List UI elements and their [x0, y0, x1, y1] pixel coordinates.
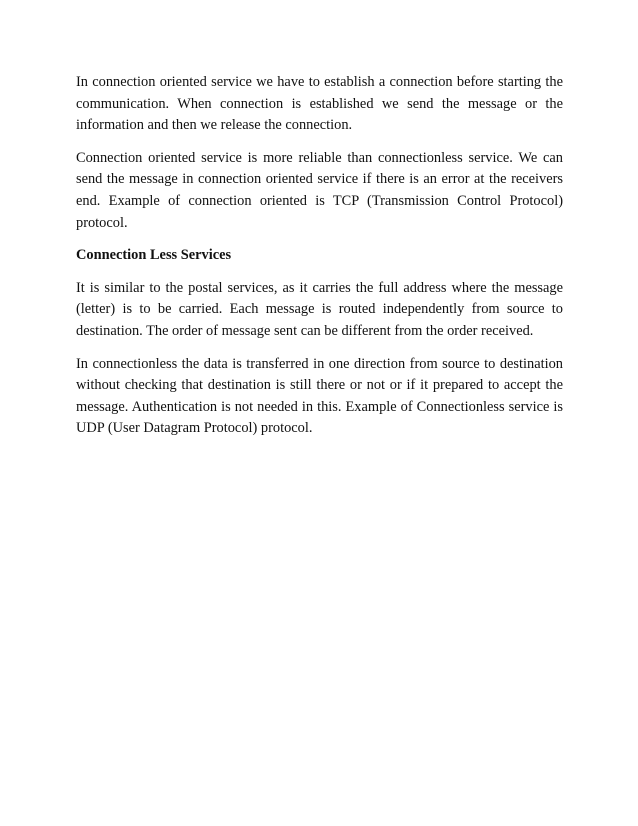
document-body	[76, 72, 563, 451]
section-heading-connection-less: Connection Less Services	[76, 247, 232, 264]
paragraph-connectionless-details: In connectionless the data is transferred in one direction from source to destination without checking that destination is still there or not or if it prepared to accept the message. Authentication is not needed in this. Example of Connectionless service is UDP (User Datagram Protocol) protocol.	[76, 355, 563, 437]
paragraph-connection-oriented-intro: In connection oriented service we have to establish a connection before starting the communication. When connection is established we send the message or the information and then we release the connection.	[76, 74, 563, 134]
paragraph-connectionless-postal: It is similar to the postal services, as it carries the full address where the message (letter) is to be carried. Each message is routed independently from source to destination. The order of message sent can be different from the order received.	[76, 279, 563, 339]
paragraph-connection-oriented-reliability: Connection oriented service is more reliable than connectionless service. We can send the message in connection oriented service if there is an error at the receivers end. Example of connection oriented is TCP (Transmission Control Protocol) protocol.	[76, 149, 563, 231]
